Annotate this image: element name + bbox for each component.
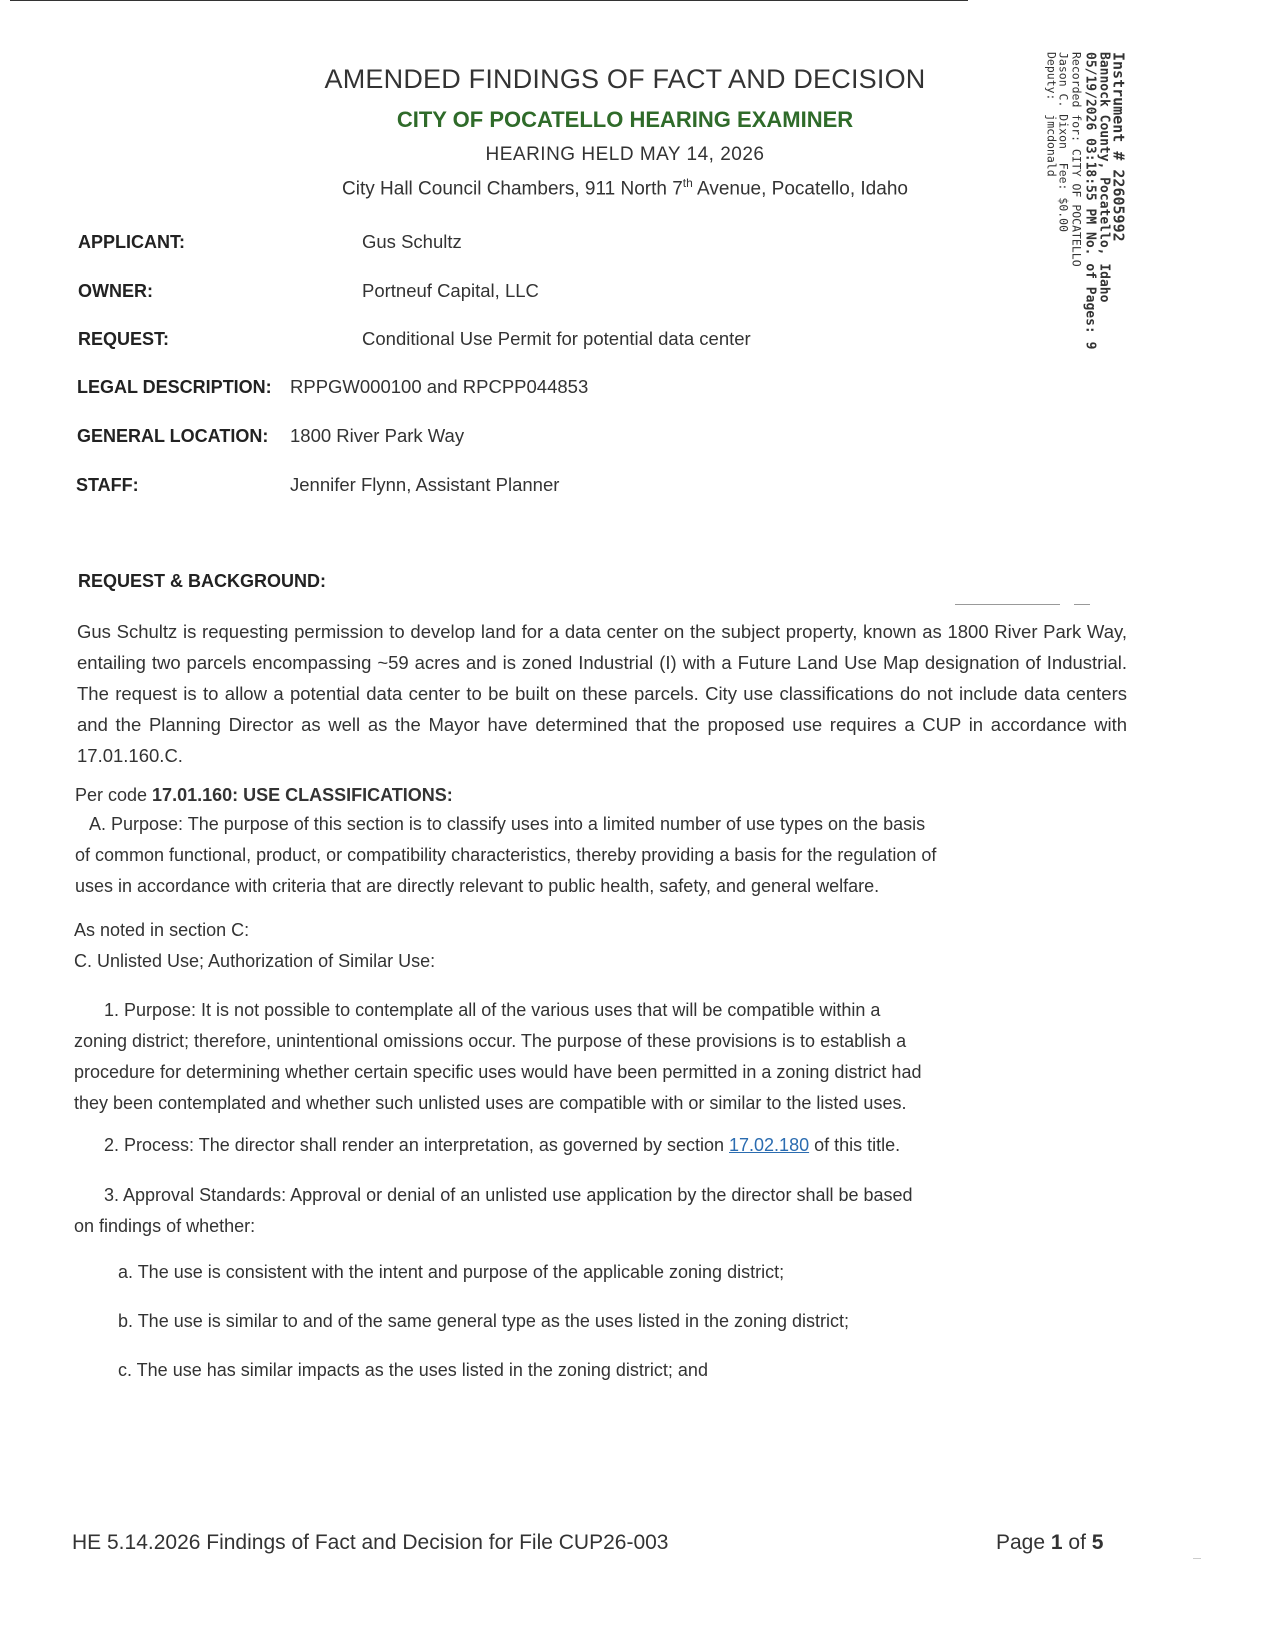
stamp-datetime: 05/19/2026 03:18:55 PM No. of Pages: 9 bbox=[1082, 52, 1098, 350]
section-c-heading: C. Unlisted Use; Authorization of Similar Use: bbox=[74, 951, 436, 971]
staff-label: STAFF: bbox=[76, 475, 139, 495]
section-link[interactable]: 17.02.180 bbox=[729, 1135, 810, 1155]
standard-c: c. The use has similar impacts as the uses listed in the zoning district; and bbox=[118, 1360, 708, 1380]
recording-stamp bbox=[1045, 52, 1127, 349]
item-1-purpose: 1. Purpose: It is not possible to contemplate all of the various uses that will be compatible within a zoning district; therefore, unintentional omissions occur. The purpose of these provisions is to establish a procedure for determining whether certain specific uses would have been permitted in a zoning district had they been contemplated and whether such unlisted uses are compatible with or similar to the listed uses. bbox=[74, 1000, 922, 1113]
agency-name: CITY OF POCATELLO HEARING EXAMINER bbox=[396, 107, 854, 132]
stamp-recorded-for: Recorded for: CITY OF POCATELLO bbox=[1069, 52, 1084, 267]
scan-mark bbox=[955, 604, 1060, 605]
request-value: Conditional Use Permit for potential data center bbox=[362, 328, 751, 349]
general-location-value: 1800 River Park Way bbox=[290, 425, 465, 446]
applicant-value: Gus Schultz bbox=[362, 231, 462, 252]
staff-value: Jennifer Flynn, Assistant Planner bbox=[290, 474, 560, 495]
scan-mark-small bbox=[1074, 604, 1090, 605]
request-label: REQUEST: bbox=[78, 329, 170, 349]
item-2-process: 2. Process: The director shall render an interpretation, as governed by section 17.02.180 of this title. bbox=[104, 1135, 901, 1155]
section-heading: REQUEST & BACKGROUND: bbox=[78, 571, 327, 591]
intro-paragraph: Gus Schultz is requesting permission to develop land for a data center on the subject property, known as 1800 River Park Way, entailing two parcels encompassing ~59 acres and is zoned Industrial (I) with a Future Land Use Map designation of Industrial. The request is to allow a potential data center to be built on these parcels. City use classifications do not include data centers and the Planning Director as well as the Mayor have determined that the proposed use requires a CUP in accordance with 17.01.160.C. bbox=[77, 621, 1127, 766]
standard-b: b. The use is similar to and of the same general type as the uses listed in the zoning district; bbox=[118, 1311, 850, 1331]
legal-description-value: RPPGW000100 and RPCPP044853 bbox=[290, 376, 589, 397]
hearing-date: HEARING HELD MAY 14, 2026 bbox=[485, 144, 765, 165]
stamp-county: Bannock County, Pocatello, Idaho bbox=[1096, 52, 1112, 303]
item-3-standards: 3. Approval Standards: Approval or denial of an unlisted use application by the director shall be based on findings of whether: bbox=[74, 1185, 913, 1236]
standard-a: a. The use is consistent with the intent and purpose of the applicable zoning district; bbox=[118, 1262, 785, 1282]
owner-label: OWNER: bbox=[78, 281, 153, 301]
applicant-label: APPLICANT: bbox=[78, 232, 185, 252]
top-rule-left bbox=[10, 0, 488, 1]
stamp-instrument: Instrument # 22605992 bbox=[1109, 52, 1128, 242]
top-rule-right bbox=[488, 0, 968, 1]
purpose-a: A. Purpose: The purpose of this section is to classify uses into a limited number of use types on the basis of common functional, product, or compatibility characteristics, thereby providing a basis for the regulation of uses in accordance with criteria that are directly relevant to public health, safety, and general welfare. bbox=[75, 814, 937, 896]
code-reference: Per code 17.01.160: USE CLASSIFICATIONS: bbox=[75, 785, 453, 805]
hearing-location: City Hall Council Chambers, 911 North 7th Avenue, Pocatello, Idaho bbox=[342, 176, 908, 200]
footer-file-reference: HE 5.14.2026 Findings of Fact and Decision for File CUP26-003 bbox=[72, 1531, 669, 1554]
owner-value: Portneuf Capital, LLC bbox=[362, 280, 539, 301]
document-title: AMENDED FINDINGS OF FACT AND DECISION bbox=[324, 64, 926, 94]
footer-page-number: Page 1 of 5 bbox=[996, 1531, 1104, 1554]
general-location-label: GENERAL LOCATION: bbox=[77, 426, 269, 446]
corner-mark bbox=[1193, 1558, 1201, 1559]
legal-description-label: LEGAL DESCRIPTION: bbox=[77, 377, 272, 397]
stamp-deputy: Deputy: jmcdonald bbox=[1044, 52, 1059, 177]
stamp-fee: Jason C. Dixon Fee: $0.00 bbox=[1057, 52, 1071, 233]
noted-section: As noted in section C: bbox=[74, 920, 250, 940]
